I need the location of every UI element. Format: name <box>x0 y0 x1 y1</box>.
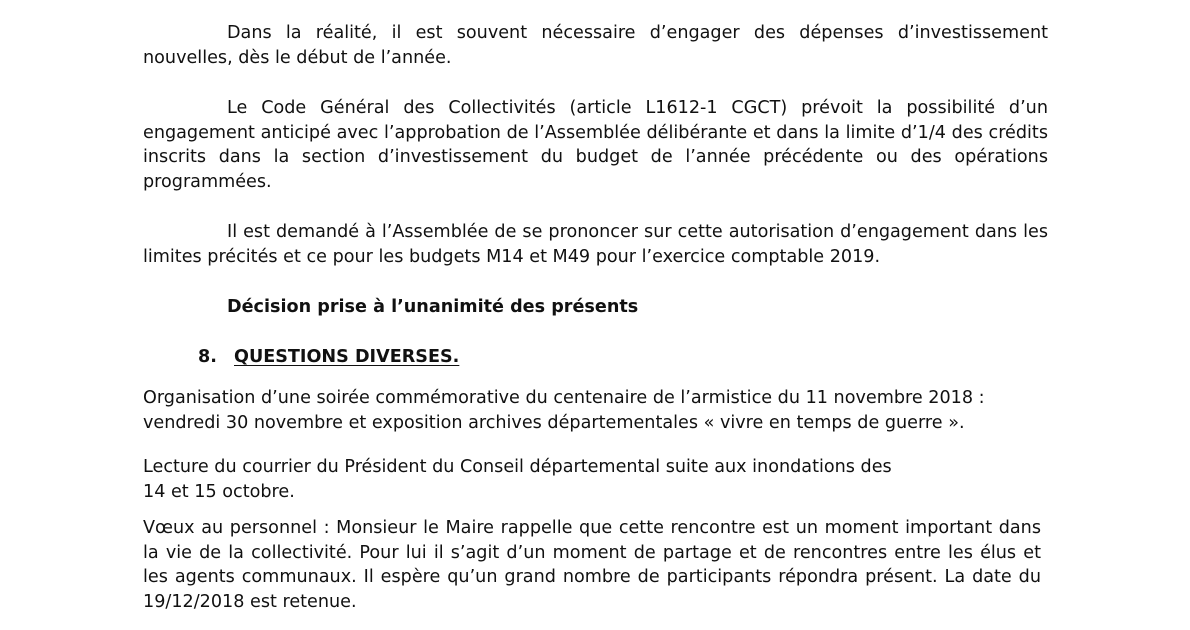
section-heading <box>198 345 459 370</box>
paragraph-staff-greetings: Vœux au personnel : Monsieur le Maire rappelle que cette rencontre est un moment important dans la vie de la collectivité. Pour lui il s’agit d’un moment de partage et de rencontres entre les élus et les agents communaux. Il espère qu’un grand nombre de participants répondra présent. La date du 19/12/2018 est retenue. <box>143 518 1041 612</box>
paragraph-investment-expenses: Dans la réalité, il est souvent nécessaire d’engager des dépenses d’investissement nouvelles, dès le début de l’année. <box>143 23 1048 68</box>
paragraph-council-letter: Lecture du courrier du Président du Conseil départemental suite aux inondations des 14 et 15 octobre. <box>143 457 892 502</box>
section-number: 8. <box>198 347 217 367</box>
decision-statement: Décision prise à l’unanimité des présents <box>227 297 639 317</box>
paragraph-cgct-article: Le Code Général des Collectivités (article L1612-1 CGCT) prévoit la possibilité d’un engagement anticipé avec l’approbation de l’Assemblée délibérante et dans la limite d’1/4 des crédits inscrits dans la section d’investissement du budget de l’année précédente ou des opérations programmées. <box>143 98 1048 192</box>
paragraph-commemorative-evening: Organisation d’une soirée commémorative du centenaire de l’armistice du 11 novembre 2018 : vendredi 30 novembre et exposition archives départementales « vivre en temps de guerre ». <box>143 388 985 433</box>
section-title: QUESTIONS DIVERSES. <box>234 347 460 367</box>
paragraph-assembly-request: Il est demandé à l’Assemblée de se prononcer sur cette autorisation d’engagement dans les limites précités et ce pour les budgets M14 et M49 pour l’exercice comptable 2019. <box>143 222 1048 267</box>
